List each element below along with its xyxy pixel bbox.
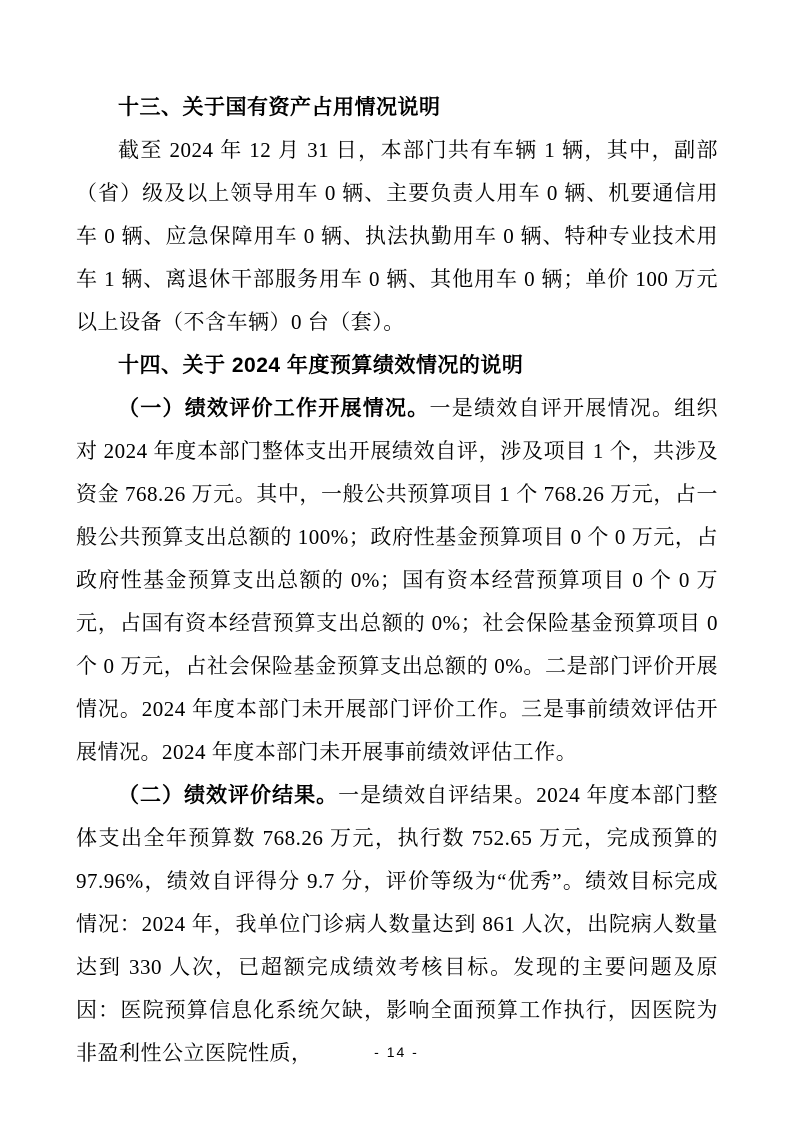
- paragraph-body-evaluation-work: 一是绩效自评开展情况。组织对 2024 年度本部门整体支出开展绩效自评，涉及项目 1 个，共涉及资金 768.26 万元。其中，一般公共预算项目 1 个 768.26 万元，占一般公共预算支出总额的 100%；政府性基金预算项目 0 个 0 万元，占政府性基金预算支出总额的 0%；国有资本经营预算项目 0 个 0 万元，占国有资本经营预算支出总额的 0%；社会保险基金预算项目 0 个 0 万元，占社会保险基金预算支出总额的 0%。二是部门评价开展情况。2024 年度本部门未开展部门评价工作。三是事前绩效评估开展情况。2024 年度本部门未开展事前绩效评估工作。: [76, 396, 718, 764]
- section-heading-13-state-assets: 十三、关于国有资产占用情况说明: [118, 96, 441, 119]
- document-content: [76, 86, 718, 1075]
- paragraph-performance-evaluation-work: [76, 387, 718, 774]
- paragraph-lead-evaluation-work: （一）绩效评价工作开展情况。: [118, 397, 430, 420]
- section-heading-14-budget-performance: 十四、关于 2024 年度预算绩效情况的说明: [118, 354, 524, 377]
- paragraph-body-evaluation-results: 一是绩效自评结果。2024 年度本部门整体支出全年预算数 768.26 万元，执行数 752.65 万元，完成预算的 97.96%，绩效自评得分 9.7 分，评价等级为“优秀”。绩效目标完成情况：2024 年，我单位门诊病人数量达到 861 人次，出院病人数量达到 330 人次，已超额完成绩效考核目标。发现的主要问题及原因：医院预算信息化系统欠缺，影响全面预算工作执行，因医院为非盈利性公立医院性质，: [76, 783, 719, 1065]
- paragraph-lead-evaluation-results: （二）绩效评价结果。: [118, 784, 339, 807]
- paragraph-state-assets: 截至 2024 年 12 月 31 日，本部门共有车辆 1 辆，其中，副部（省）级及以上领导用车 0 辆、主要负责人用车 0 辆、机要通信用车 0 辆、应急保障用车 0 辆、执法执勤用车 0 辆、特种专业技术用车 1 辆、离退休干部服务用车 0 辆、其他用车 0 辆；单价 100 万元以上设备（不含车辆）0 台（套）。: [76, 138, 718, 334]
- paragraph-performance-results: [76, 774, 718, 1075]
- page-number: - 14 -: [374, 1044, 419, 1060]
